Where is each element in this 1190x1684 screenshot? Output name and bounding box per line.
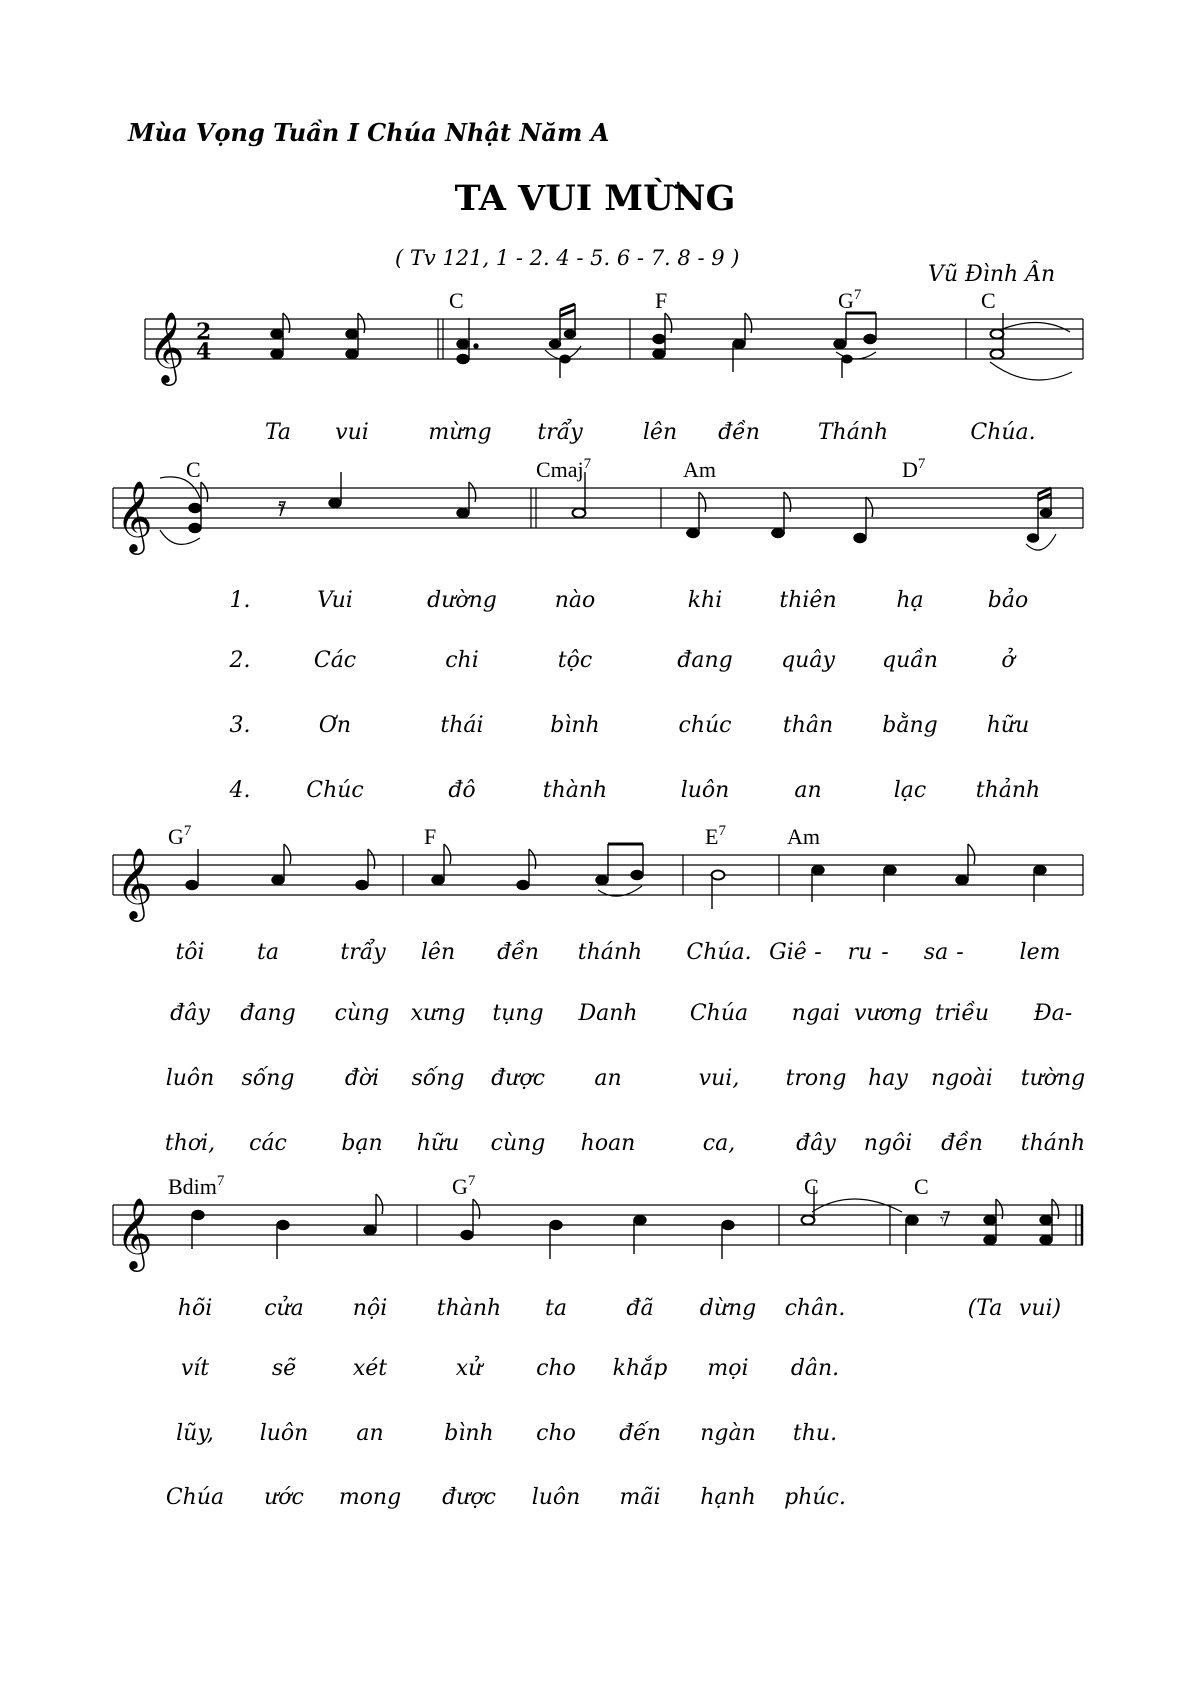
staff-system-4 [113,1205,1083,1245]
lyric-syllable: triều [934,1001,990,1026]
lyric-syllable: thiên [779,588,837,613]
chord: Am [787,824,820,849]
lyric-syllable: Vui [317,588,353,613]
lyric-syllable: dân. [790,1356,840,1381]
lyric-syllable: Đa- [1033,1001,1073,1026]
lyric-syllable: hõi [177,1296,213,1321]
lyric-syllable: ru [847,940,873,965]
chords-system-3 [168,823,820,849]
lyric-syllable: sống [241,1066,295,1091]
lyric-syllable: thảnh [975,778,1041,803]
lyric-syllable: tường [1020,1066,1086,1091]
lyric-syllable: thành [436,1296,502,1321]
lyric-syllable: trong [785,1066,847,1091]
lyric-syllable: thân [782,713,834,738]
treble-clef-icon: 𝄞 [116,479,153,552]
lyric-syllable: chân. [784,1296,846,1321]
lyric-syllable: ở [1001,648,1015,673]
svg-text:𝄾: 𝄾 [278,496,284,521]
chord: C [804,1174,819,1199]
lyric-syllable: đã [626,1296,654,1321]
staff-system-3 [113,855,1083,895]
chord: C [449,288,464,313]
notes-system-4 [192,1186,1059,1259]
lyric-syllable: an [794,778,822,803]
occasion-header: Mùa Vọng Tuần I Chúa Nhật Năm A [128,118,610,147]
lyric-syllable: xử [455,1356,483,1381]
chord: F [655,288,668,313]
lyric-syllable: Các [313,648,357,673]
lyric-syllable: luôn [165,1066,215,1091]
lyric-syllable: trẩy [537,420,583,445]
lyric-syllable: Danh [578,1001,638,1026]
chord: $G^7$ [452,1173,476,1199]
lyric-syllable: Chúa. [686,940,752,965]
lyric-syllable: phúc. [784,1485,846,1510]
chord: $G^7$ [838,287,862,313]
chord: $E^7$ [705,823,726,849]
chord: Am [683,457,716,482]
treble-clef-icon: 𝄞 [116,846,153,919]
time-sig-top: 2 [196,319,212,345]
lyric-syllable: vui [335,420,369,445]
treble-clef-icon: 𝄞 [116,1196,153,1269]
treble-clef-icon: 𝄞 [148,310,185,383]
lyric-syllable: dừng [699,1296,757,1321]
chord: Cmaj$^7$ [536,456,592,482]
chords-system-1 [449,287,996,313]
lyric-syllable: lạc [893,778,927,803]
lyric-syllable: lem [1019,940,1061,965]
lyric-syllable: vui) [1018,1296,1062,1321]
lyric-syllable: cùng [334,1001,390,1026]
lyric-syllable: đây [170,1001,210,1026]
lyric-syllable: luôn [680,778,730,803]
lyric-syllable: vương [853,1001,923,1026]
lyric-syllable: Chúa [689,1001,749,1026]
lyric-syllable: hạnh [700,1485,756,1510]
lyric-syllable: hữu [416,1131,460,1156]
lyric-syllable: lũy, [176,1421,214,1446]
lyric-syllable: Chúa [165,1485,225,1510]
lyric-syllable: vui, [698,1066,740,1091]
time-sig-bottom: 4 [196,339,212,365]
chord: F [424,824,437,849]
lyric-syllable: tộc [557,648,593,673]
lyric-syllable: Chúa. [970,420,1036,445]
chord: C [914,1174,929,1199]
lyric-syllable: ngoài [931,1066,993,1091]
lyric-syllable: lên [420,940,456,965]
lyric-syllable: đến [619,1421,661,1446]
lyric-syllable: sống [411,1066,465,1091]
lyric-syllable: luôn [531,1485,581,1510]
lyric-syllable: thánh [577,940,643,965]
chord: Bdim$^7$ [168,1173,225,1199]
lyric-syllable: sẽ [271,1356,297,1381]
lyric-syllable: đang [240,1001,296,1026]
chord: $G^7$ [168,823,192,849]
lyric-syllable: - [956,940,964,965]
lyric-syllable: lên [642,420,678,445]
lyric-syllable: - [881,940,889,965]
lyric-syllable: đô [448,778,476,803]
lyric-syllable: bạn [341,1131,383,1156]
lyric-syllable: ngàn [700,1421,756,1446]
lyric-syllable: mong [338,1485,402,1510]
lyric-syllable: thái [440,713,484,738]
lyric-syllable: được [491,1066,545,1091]
lyric-syllable: đền [718,420,760,445]
lyric-syllable: an [594,1066,622,1091]
lyric-syllable: ngôi [863,1131,913,1156]
lyric-syllable: xét [352,1356,388,1381]
lyric-syllable: hạ [896,588,924,613]
lyric-syllable: đền [941,1131,983,1156]
lyric-syllable: cho [536,1421,576,1446]
lyric-syllable: tôi [175,940,205,965]
lyric-syllable: thu. [792,1421,838,1446]
lyric-syllable: hoan [580,1131,636,1156]
lyric-syllable: an [356,1421,384,1446]
notes-system-2 [160,472,1056,550]
lyric-syllable: 4. [229,778,251,803]
lyric-syllable: hữu [986,713,1030,738]
lyric-syllable: Giê [769,940,807,965]
lyric-syllable: nào [554,588,596,613]
lyric-syllable: các [249,1131,287,1156]
lyric-syllable: vít [180,1356,210,1381]
lyric-syllable: đền [497,940,539,965]
lyric-syllable: tụng [492,1001,544,1026]
lyric-syllable: nội [352,1296,388,1321]
lyric-syllable: ta [545,1296,567,1321]
lyric-syllable: cửa [264,1296,304,1321]
lyric-syllable: khắp [612,1356,668,1381]
composer: Vũ Đình Ân [928,262,1056,287]
lyric-syllable: Thánh [817,420,889,445]
lyric-syllable: bình [550,713,600,738]
lyric-syllable: Ta [264,420,292,445]
lyric-syllable: bảo [987,588,1029,613]
lyric-syllable: thánh [1020,1131,1086,1156]
lyric-syllable: bình [444,1421,494,1446]
notes-system-3 [186,844,1046,909]
lyric-syllable: trẩy [340,940,386,965]
svg-text:𝄾: 𝄾 [940,1210,945,1229]
lyric-syllable: đang [677,648,733,673]
chord: C [981,288,996,313]
lyric-syllable: mãi [619,1485,661,1510]
lyric-syllable: đây [796,1131,836,1156]
chords-system-4 [168,1173,929,1199]
lyric-syllable: Ơn [318,713,352,738]
lyric-syllable: hay [868,1066,908,1091]
chord: $D^7$ [902,456,926,482]
lyric-syllable: chi [445,648,479,673]
lyric-syllable: ước [264,1485,304,1510]
lyric-syllable: ngai [791,1001,841,1026]
lyric-syllable: 2. [229,648,251,673]
lyric-syllable: ca, [702,1131,736,1156]
lyric-syllable: khi [687,588,723,613]
lyric-syllable: sa [923,940,949,965]
lyric-syllable: ta [257,940,279,965]
staff-system-2 [113,488,1083,528]
lyric-syllable: luôn [259,1421,309,1446]
lyric-syllable: xưng [410,1001,466,1026]
lyric-syllable: bằng [882,713,938,738]
lyric-syllable: dường [427,588,497,613]
lyric-syllable: - [814,940,822,965]
lyric-syllable: được [442,1485,496,1510]
lyric-syllable: quần [882,648,938,673]
chord: C [186,457,201,482]
lyric-syllable: thơi, [164,1131,216,1156]
lyric-syllable: chúc [678,713,732,738]
lyric-syllable: 3. [229,713,251,738]
lyric-syllable: cùng [490,1131,546,1156]
notes-system-1 [271,304,1072,380]
lyric-syllable: 1. [229,588,251,613]
lyric-syllable: quây [781,648,835,673]
song-title: TA VUI MỪNG [454,178,736,219]
lyric-syllable: thành [542,778,608,803]
chords-system-2 [186,456,926,482]
lyric-syllable: (Ta [967,1296,1003,1321]
lyric-syllable: mọi [707,1356,749,1381]
psalm-reference: ( Tv 121, 1 - 2. 4 - 5. 6 - 7. 8 - 9 ) [395,246,740,270]
lyric-syllable: đời [344,1066,380,1091]
staff-system-1 [145,319,1083,359]
lyric-syllable: mừng [428,420,492,445]
lyric-syllable: Chúc [306,778,364,803]
lyric-syllable: cho [536,1356,576,1381]
